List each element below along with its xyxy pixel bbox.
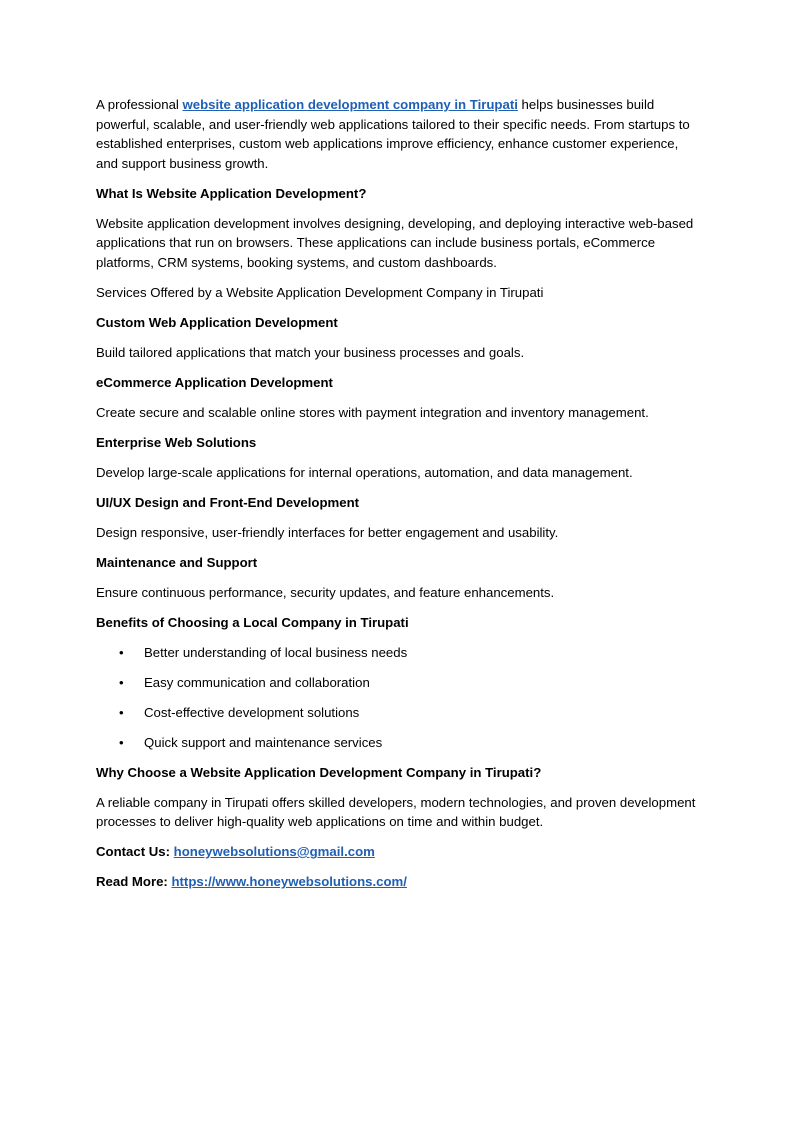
intro-paragraph [96,95,696,173]
services-intro: Services Offered by a Website Application Development Company in Tirupati [96,284,544,300]
list-item-text: Quick support and maintenance services [144,734,383,750]
document-page [96,95,696,902]
benefits-list [96,643,696,753]
service-body-custom: Build tailored applications that match your business processes and goals. [96,344,525,360]
list-item [96,733,696,753]
email-link[interactable]: honeywebsolutions@gmail.com [173,844,375,859]
benefits-heading: Benefits of Choosing a Local Company in Tirupati [96,614,409,630]
contact-line [96,842,696,862]
list-item [96,643,696,663]
list-item [96,703,696,723]
bullet-icon: • [119,704,124,720]
service-body-enterprise: Develop large-scale applications for internal operations, automation, and data management. [96,464,633,480]
service-heading-custom: Custom Web Application Development [96,314,338,330]
service-body-uiux: Design responsive, user-friendly interfaces for better engagement and usability. [96,524,559,540]
service-heading-ecommerce: eCommerce Application Development [96,374,333,390]
list-item [96,673,696,693]
list-item-text: Cost-effective development solutions [144,704,360,720]
service-body-ecommerce: Create secure and scalable online stores with payment integration and inventory management. [96,404,649,420]
website-link[interactable]: https://www.honeywebsolutions.com/ [171,874,407,889]
service-heading-maintenance: Maintenance and Support [96,554,258,570]
bullet-icon: • [119,734,124,750]
intro-prefix: A professional [96,97,183,112]
service-body-maintenance: Ensure continuous performance, security updates, and feature enhancements. [96,584,555,600]
contact-label: Contact Us: [96,844,174,859]
what-is-body: Website application development involves designing, developing, and deploying interactive web-based applications that run on browsers. These applications can include business portals, eCommerce platforms, CRM systems, booking systems, and custom dashboards. [96,215,694,270]
service-heading-uiux: UI/UX Design and Front-End Development [96,494,360,510]
why-body: A reliable company in Tirupati offers skilled developers, modern technologies, and proven development processes to deliver high-quality web applications on time and within budget. [96,794,696,829]
intro-link[interactable]: website application development company in Tirupati [182,97,518,112]
bullet-icon: • [119,674,124,690]
list-item-text: Easy communication and collaboration [144,674,370,690]
service-heading-enterprise: Enterprise Web Solutions [96,434,257,450]
read-more-line [96,872,696,892]
intro-suffix: helps businesses build powerful, scalable, and user-friendly web applications tailored to their specific needs. From startups to established enterprises, custom web applications improve efficiency, enhance customer experience, and support business growth. [96,97,690,171]
bullet-icon: • [119,644,124,660]
why-heading: Why Choose a Website Application Development Company in Tirupati? [96,764,542,780]
read-more-label: Read More: [96,874,172,889]
what-is-heading: What Is Website Application Development? [96,185,367,201]
list-item-text: Better understanding of local business needs [144,644,408,660]
